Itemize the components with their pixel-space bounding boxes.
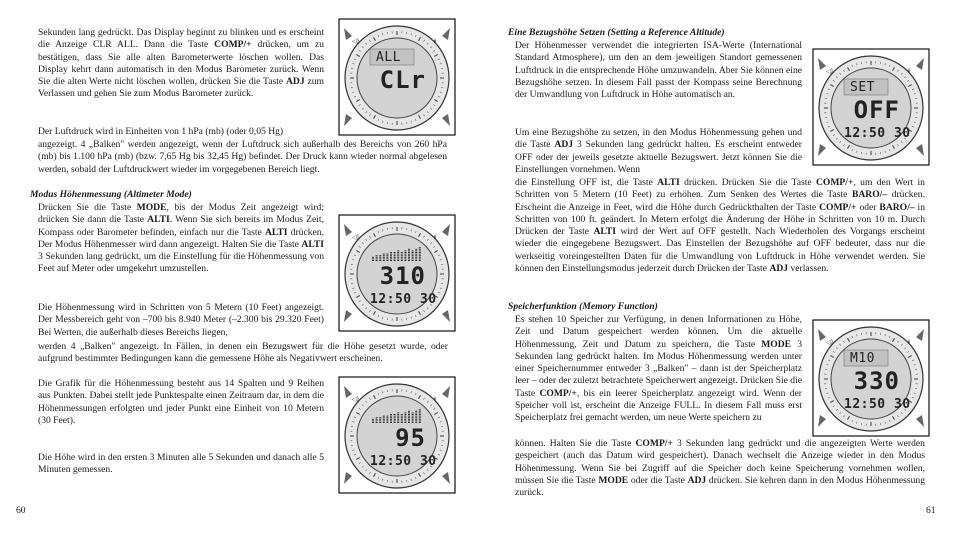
paragraph-memory-b: können. Halten Sie die Taste COMP/+ 3 Sekunden lang gedrückt und die angezeigten Werte werden gespeichert (auch das Datum wird gespeichert). Danach wechselt die Anzeige wieder in den Modus Höhenmessung. Wenn Sie bei Zugriff auf die Speicher doch keine Speicherung vornehmen wollen, müssen Sie die Taste MODE oder die Taste ADJ drücken. Sie kehren dann in den Modus Höhenmessung zurück. — [515, 438, 925, 499]
button-name: COMP/+ — [539, 387, 577, 399]
button-name: ALTI — [593, 226, 617, 238]
button-name: ALTI — [657, 177, 680, 188]
lcd-main-value: OFF — [853, 96, 900, 124]
button-name: ALTI — [264, 226, 288, 238]
lcd-time-readout: 12:50 30 — [844, 126, 911, 141]
paragraph-set-reference-a: Um eine Bezugshöhe zu setzen, in den Modus Höhenmessung gehen und die Taste ADJ 3 Sekunden lang gedrückt halten. Es erscheint entweder OFF oder der jeweils gesetzte aktuelle Bezugswert. Jetzt können Sie die Einstellungen vornehmen. Wenn — [515, 127, 802, 175]
lcd-top-label: M10 — [850, 351, 875, 366]
paragraph-pressure-units-b: angezeigt. 4 „Balken" werden angezeigt, wenn der Luftdruck sich außerhalb des Bereichs von 260 hPa (mb) bis 1.100 hPa (mb) (bzw. 7,65 Hg bis 32,45 Hg) befindet. Der Druck kann wieder normal abgelesen werden, sobald der Luftdruckwert wieder im vorgegebenen Bereich liegt. — [38, 139, 447, 175]
svg-text:◁): ◁) — [826, 339, 833, 346]
button-name: COMP/+ — [214, 39, 252, 51]
paragraph-altimeter-mode: Drücken Sie die Taste MODE, bis der Modus Zeit angezeigt wird; drücken Sie dann die Taste ALTI. Wenn Sie sich bereits im Modus Zeit, Kompass oder Barometer befinden, einfach nur die Taste ALTI drücken. Der Modus Höhenmesser wird dann angezeigt. Halten Sie die Taste ALTI 3 Sekunden lang gedrückt, um die Einstellung für die Höhenmessung von Feet auf Meter oder umgekehrt umzustellen. — [38, 202, 324, 275]
svg-text:ℹ: ℹ — [908, 68, 911, 75]
paragraph-altimeter-interval: Die Höhe wird in den ersten 3 Minuten alle 5 Sekunden und danach alle 5 Minuten gemessen. — [38, 452, 324, 476]
svg-text:◁): ◁) — [826, 68, 833, 75]
svg-text:ℹ: ℹ — [908, 339, 911, 346]
button-name: ADJ — [687, 474, 707, 486]
paragraph-isa-values: Der Höhenmesser verwendet die integrierten ISA-Werte (International Standard Atmosphere), um den an dem jeweiligen Standort gemessenen Luftdruck in die entsprechende Höhe umzuwandeln. Aber Sie können eine Bezugshöhe setzen. In diesem Fall passt der Kompass seine Berechnung der Umwandlung von Luftdruck in Höhe automatisch an. — [515, 40, 802, 101]
svg-text:◁): ◁) — [352, 38, 359, 45]
button-name: ADJ — [554, 139, 574, 151]
svg-text:◁): ◁) — [352, 396, 359, 403]
lcd-main-value: CLr — [379, 66, 426, 94]
watch-display-reference-off — [812, 48, 930, 166]
lcd-main-value: 330 — [853, 367, 900, 395]
button-name: ADJ — [286, 76, 305, 88]
lcd-time-readout: 12:50 30 — [844, 397, 911, 412]
lcd-main-value: 95 — [395, 424, 426, 452]
lcd-top-label: ALL — [376, 50, 401, 65]
lcd-time-readout: 12:50 30 — [370, 292, 437, 307]
watch-display-clear-all — [338, 18, 456, 136]
button-name: MODE — [136, 202, 167, 213]
button-name: COMP/+ — [819, 201, 857, 213]
paragraph-altimeter-steps-b: werden 4 „Balken" angezeigt. In Fällen, in denen ein Bezugswert für die Höhe gesetzt wurde, oder aufgrund bestimmter Bedingungen kann die gemessene Höhe als Negativwert erscheinen. — [38, 341, 448, 365]
lcd-main-value: 310 — [379, 262, 426, 290]
button-name: MODE — [761, 338, 792, 350]
watch-display-altimeter-310 — [338, 214, 456, 332]
svg-text:ℹ: ℹ — [434, 396, 437, 403]
button-name: ALTI — [147, 214, 170, 226]
svg-text:◁): ◁) — [352, 234, 359, 241]
watch-display-memory-m10 — [812, 319, 930, 437]
button-name: COMP/+ — [635, 438, 673, 449]
paragraph-clear-all: Sekunden lang gedrückt. Das Display beginnt zu blinken und es erscheint die Anzeige CLR ALL. Dann die Taste COMP/+ drücken, um zu bestätigen, dass Sie alle alten Barometerwerte löschen wollen. Das Display kehrt dann automatisch in den Modus Barometer zurück. Wenn Sie die alten Werte nicht löschen wollen, drücken Sie die Taste ADJ zum Verlassen und gehen Sie zum Modus Barometer zurück. — [38, 27, 324, 100]
watch-display-altimeter-95 — [338, 376, 456, 494]
button-name: BARO/– — [851, 189, 888, 201]
paragraph-set-reference-b: die Einstellung OFF ist, die Taste ALTI drücken. Drücken Sie die Taste COMP/+, um den Wert in Schritten von 5 Metern (10 Feet) zu erhöhen. Zum Senken des Wertes die Taste BARO/– drücken. Erscheint die Anzeige in Feet, wird die Höhe durch Gedrückthalten der Taste COMP/+ oder BARO/– in Schritten von 100 ft. geändert. In Metern erfolgt die Änderung der Höhe in Schritten von 10 m. Durch Drücken der Taste ALTI wird der Wert auf OFF gestellt. Nach Wiederholen des Vorgangs erscheint wieder die eingegebene Bezugswert. Das Einstellen der Bezugshöhe auf OFF bedeutet, dass nur die werkseitig voreingestellten Daten für die Umwandlung von Luftdruck in Höhe verwendet werden. Sie können den Einstellungsmodus jederzeit durch Drücken der Taste ADJ verlassen. — [515, 177, 925, 275]
svg-text:ℹ: ℹ — [434, 38, 437, 45]
button-name: COMP/+ — [815, 177, 854, 188]
button-name: MODE — [598, 474, 629, 486]
heading-altimeter-mode: Modus Höhenmessung (Altimeter Mode) — [30, 189, 192, 200]
paragraph-altimeter-graph: Die Grafik für die Höhenmessung besteht aus 14 Spalten und 9 Reihen aus Punkten. Dabei stellt jede Punktespalte einen Zeitraum dar, in dem die Höhenmessungen erfolgten und jeder Punkt eine Einheit von 10 Metern (30 Feet). — [38, 378, 324, 426]
button-name: ADJ — [769, 263, 789, 275]
lcd-time-readout: 12:50 30 — [370, 454, 437, 469]
paragraph-memory-a: Es stehen 10 Speicher zur Verfügung, in denen Informationen zu Höhe, Zeit und Datum gespeichert werden können. Um die aktuelle Höhenmessung, Zeit und Datum zu speichern, die Taste MODE 3 Sekunden lang gedrückt halten. Im Modus Höhenmessung werden unter einer Speichernummer entweder 3 „Balken" – dann ist der Speicherplatz leer – oder der zuletzt betrachtete Speicherwert angezeigt. Drücken Sie die Taste COMP/+, bis ein leerer Speicherplatz angezeigt wird. Wenn der Speicher voll ist, erscheint die Anzeige FULL. In diesem Fall muss erst Speicherplatz frei gemacht werden, um neue Werte speichern zu — [515, 314, 802, 424]
button-name: ALTI — [301, 238, 324, 250]
svg-text:ℹ: ℹ — [434, 234, 437, 241]
paragraph-altimeter-steps-a: Die Höhenmessung wird in Schritten von 5 Metern (10 Feet) angezeigt. Der Messbereich geht von –700 bis 8.940 Meter (–2.300 bis 29.320 Feet) Bei Werten, die außerhalb dieses Bereichs liegen, — [38, 302, 324, 338]
heading-reference-altitude: Eine Bezugshöhe Setzen (Setting a Reference Altitude) — [508, 27, 725, 38]
paragraph-pressure-units-a: Der Luftdruck wird in Einheiten von 1 hPa (mb) (oder 0,05 Hg) — [38, 126, 284, 137]
lcd-top-label: SET — [850, 80, 875, 95]
button-name: BARO/– — [879, 201, 915, 213]
heading-memory-function: Speicherfunktion (Memory Function) — [508, 301, 658, 312]
page-number-right: 61 — [926, 505, 936, 516]
page-number-left: 60 — [16, 505, 26, 516]
